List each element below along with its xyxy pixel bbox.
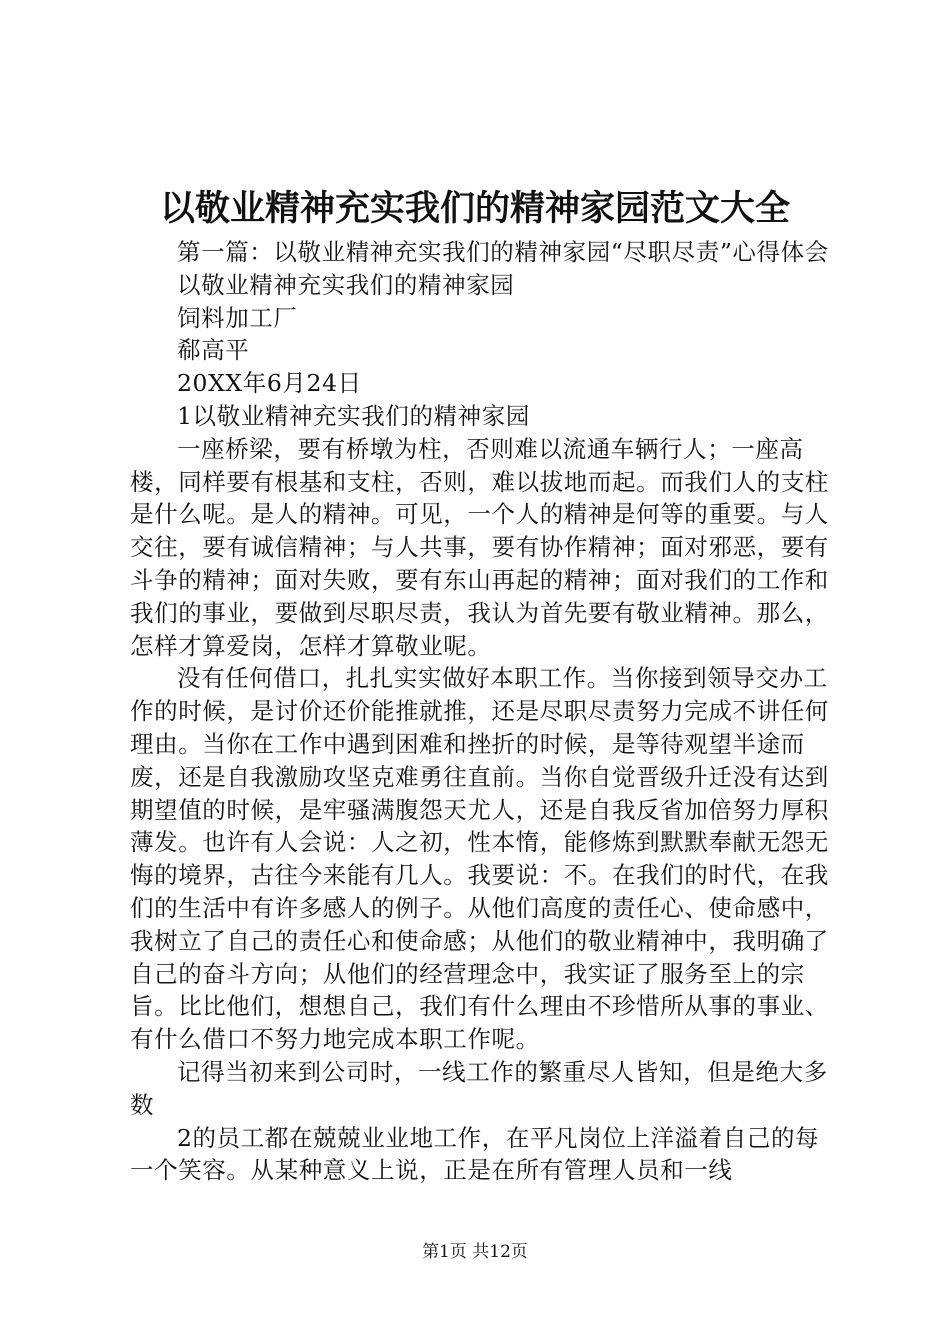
page-footer: 第1页 共12页 [422, 1242, 528, 1262]
paragraph: 饲料加工厂 [177, 303, 298, 332]
document-body [130, 236, 830, 1187]
paragraph: 一座桥梁，要有桥墩为柱，否则难以流通车辆行人；一座高楼，同样要有根基和支柱，否则，难以拔地而起。而我们人的支柱是什么呢。是人的精神。可见，一个人的精神是何等的重要。与人交往，要有诚信精神；与人共事，要有协作精神；面对邪恶，要有斗争的精神；面对失败，要有东山再起的精神；面对我们的工作和我们的事业，要做到尽职尽责，我认为首先要有敬业精神。那么，怎样才算爱岗，怎样才算敬业呢。 [130, 434, 829, 660]
paragraph: 以敬业精神充实我们的精神家园 [177, 270, 515, 299]
paragraph: 记得当初来到公司时，一线工作的繁重尽人皆知，但是绝大多数 [130, 1057, 828, 1119]
paragraph: 第一篇：以敬业精神充实我们的精神家园“尽职尽责”心得体会 [177, 238, 829, 266]
paragraph: 2的员工都在兢兢业业地工作，在平凡岗位上洋溢着自己的每一个笑容。从某种意义上说，正是在所有管理人员和一线 [130, 1123, 820, 1185]
paragraph: 20XX年6月24日 [177, 369, 362, 398]
paragraph: 郗高平 [177, 336, 250, 365]
paragraph: 1以敬业精神充实我们的精神家园 [177, 401, 530, 430]
document-title: 以敬业精神充实我们的精神家园范文大全 [159, 188, 790, 229]
paragraph: 没有任何借口，扎扎实实做好本职工作。当你接到领导交办工作的时候，是讨价还价能推就推，还是尽职尽责努力完成不讲任何理由。当你在工作中遇到困难和挫折的时候，是等待观望半途而废，还是自我激励攻坚克难勇往直前。当你自觉晋级升迁没有达到期望值的时候，是牢骚满腹怨天尤人，还是自我反省加倍努力厚积薄发。也许有人会说：人之初，性本惰，能修炼到默默奉献无怨无悔的境界，古往今来能有几人。我要说：不。在我们的时代，在我们的生活中有许多感人的例子。从他们高度的责任心、使命感中，我树立了自己的责任心和使命感；从他们的敬业精神中，我明确了自己的奋斗方向；从他们的经营理念中，我实证了服务至上的宗旨。比比他们，想想自己，我们有什么理由不珍惜所从事的事业、有什么借口不努力地完成本职工作呢。 [130, 664, 829, 1054]
